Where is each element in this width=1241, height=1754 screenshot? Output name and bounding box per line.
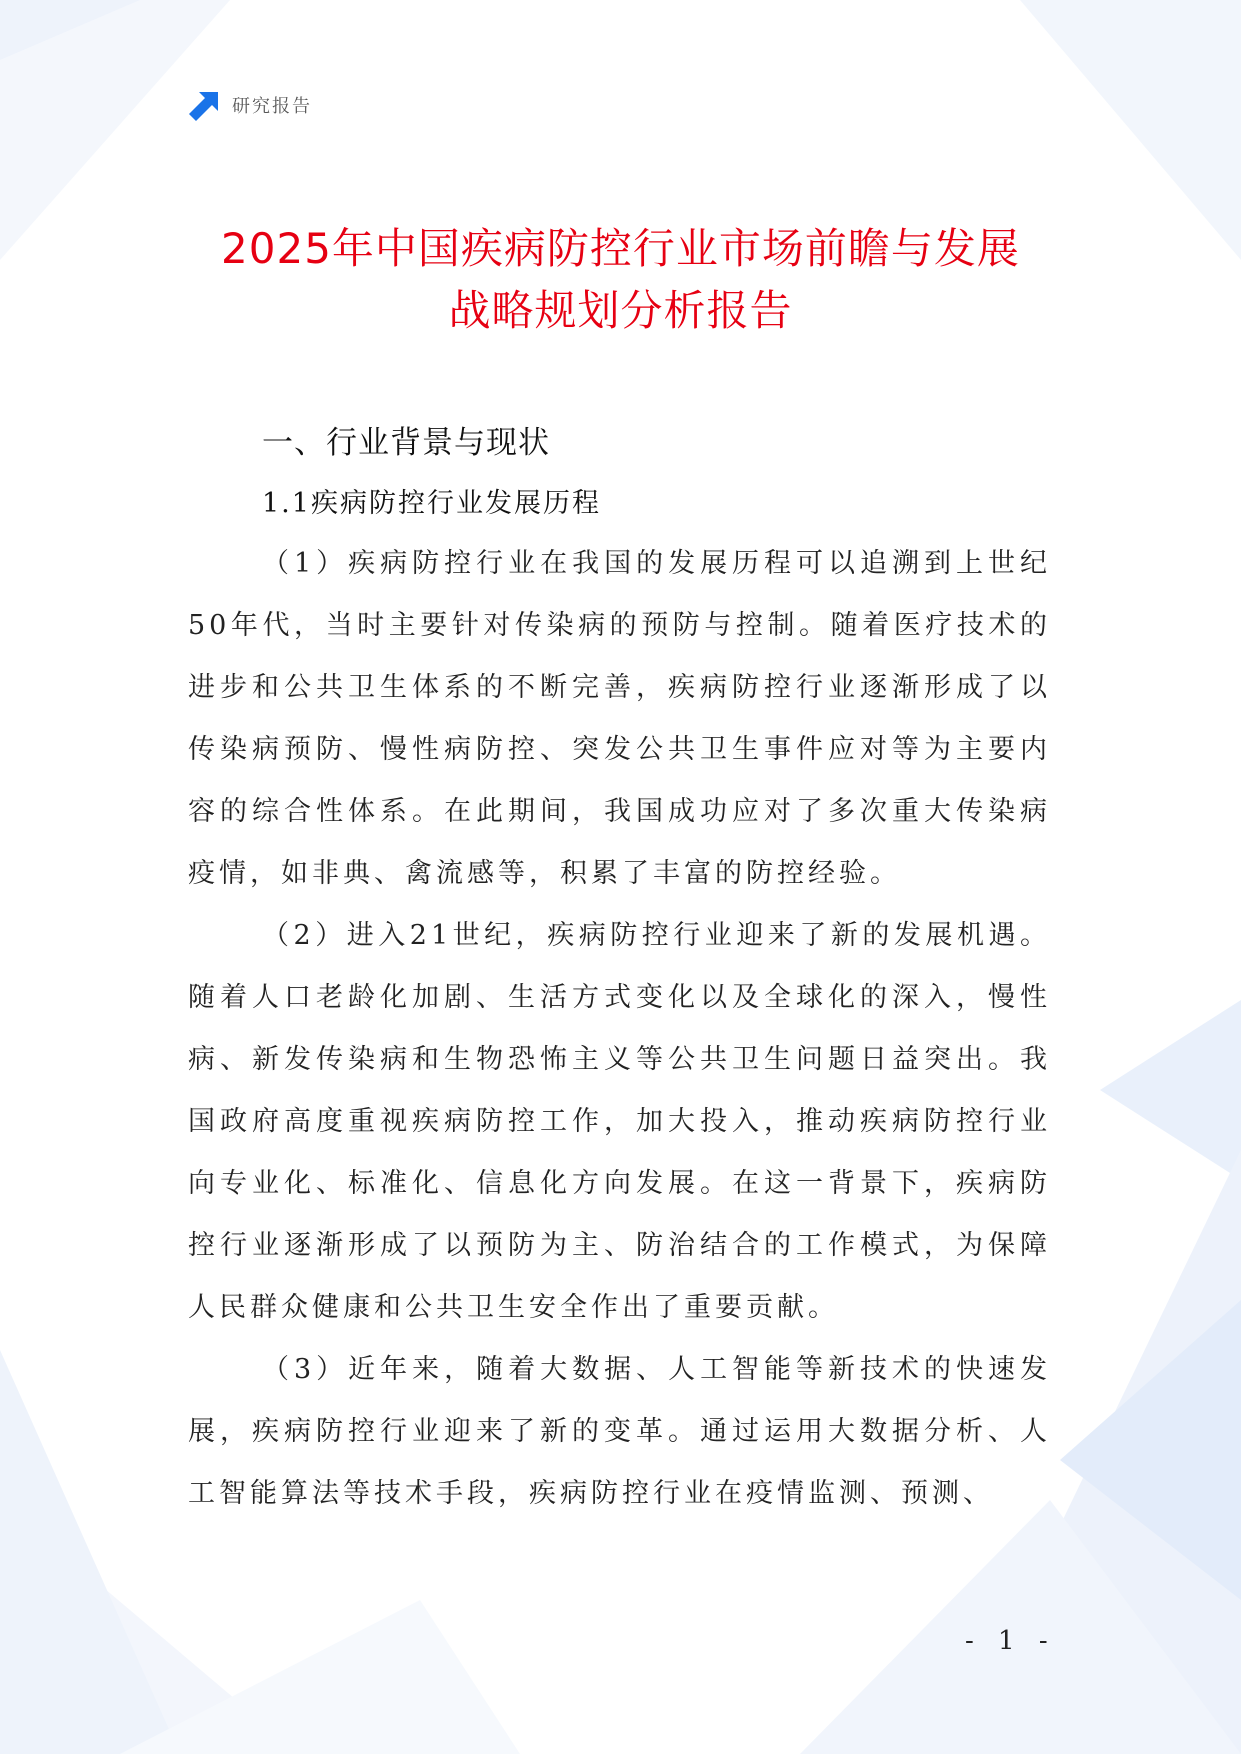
subsection-heading: 1.1疾病防控行业发展历程 [262, 488, 601, 519]
arrow-up-right-icon [188, 88, 222, 122]
report-title [150, 218, 1091, 342]
paragraph-3: （3）近年来，随着大数据、人工智能等新技术的快速发展，疾病防控行业迎来了新的变革。通过运用大数据分析、人工智能算法等技术手段，疾病防控行业在疫情监测、预测、 [188, 1354, 1051, 1509]
report-type-label: 研究报告 [232, 96, 312, 117]
page-number: - 1 - [965, 1626, 1056, 1656]
paragraph-2: （2）进入21世纪，疾病防控行业迎来了新的发展机遇。随着人口老龄化加剧、生活方式变化以及全球化的深入，慢性病、新发传染病和生物恐怖主义等公共卫生问题日益突出。我国政府高度重视疾病防控工作，加大投入，推动疾病防控行业向专业化、标准化、信息化方向发展。在这一背景下，疾病防控行业逐渐形成了以预防为主、防治结合的工作模式，为保障人民群众健康和公共卫生安全作出了重要贡献。 [188, 920, 1051, 1323]
paragraph-1: （1）疾病防控行业在我国的发展历程可以追溯到上世纪50年代，当时主要针对传染病的预防与控制。随着医疗技术的进步和公共卫生体系的不断完善，疾病防控行业逐渐形成了以传染病预防、慢性病防控、突发公共卫生事件应对等为主要内容的综合性体系。在此期间，我国成功应对了多次重大传染病疫情，如非典、禽流感等，积累了丰富的防控经验。 [188, 548, 1051, 889]
report-header [188, 88, 312, 122]
body-text [188, 533, 1051, 1525]
report-title-line-2: 战略规划分析报告 [448, 286, 793, 335]
section-heading: 一、行业背景与现状 [262, 425, 550, 461]
report-title-line-1: 2025年中国疾病防控行业市场前瞻与发展 [221, 224, 1020, 273]
